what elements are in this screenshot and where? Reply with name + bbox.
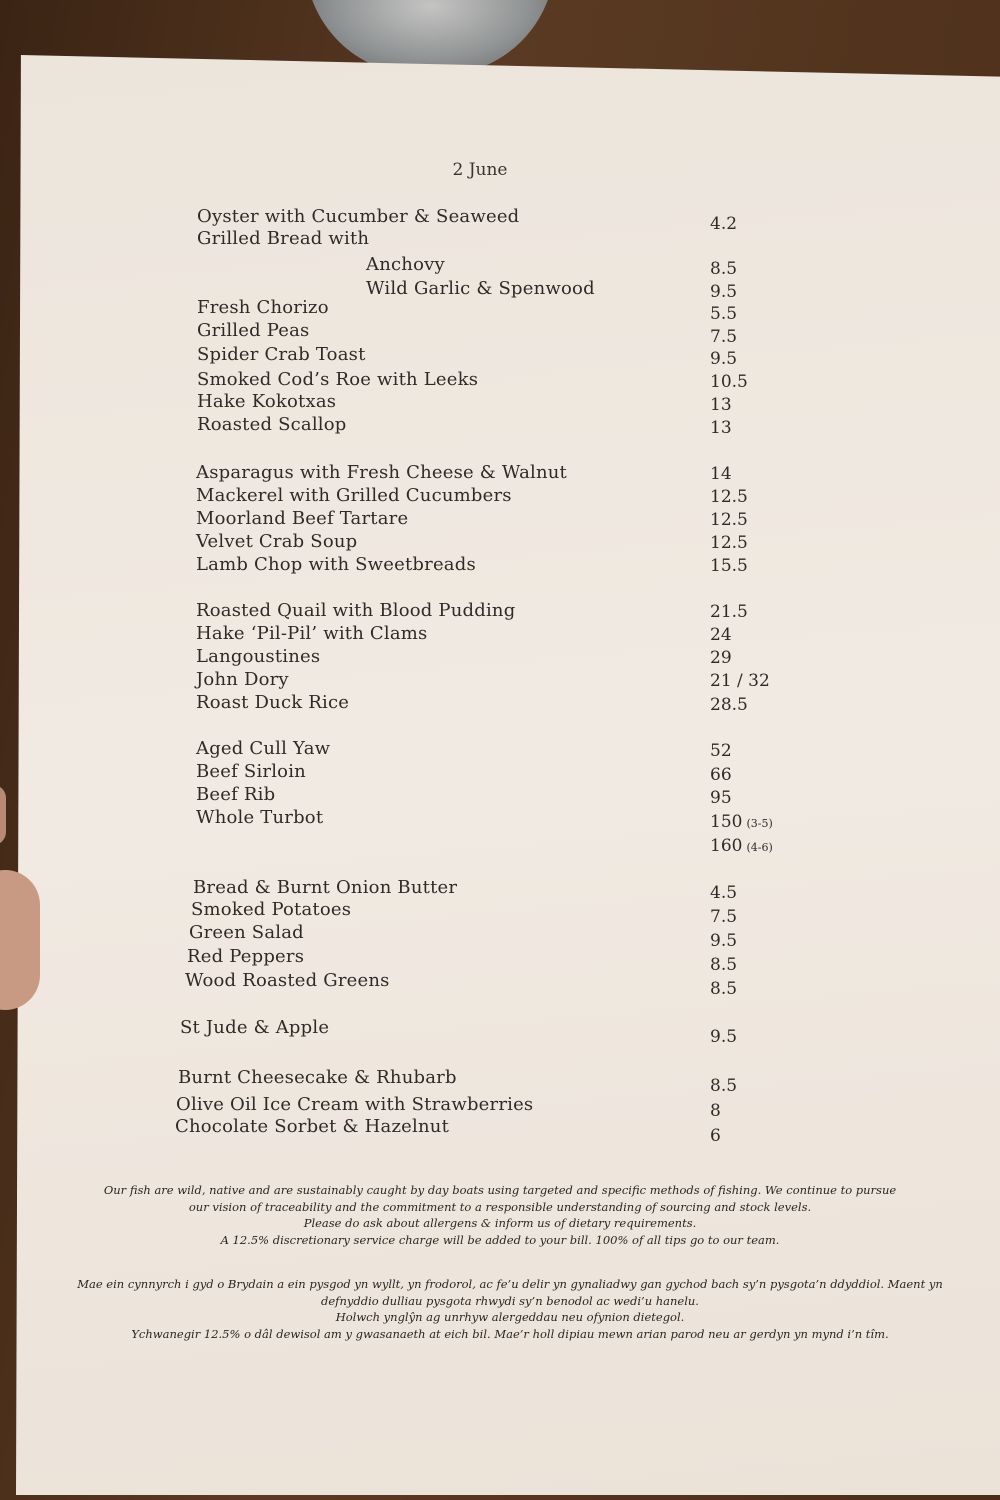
menu-price: 52 [710, 741, 732, 761]
footer-line: A 12.5% discretionary service charge will be added to your bill. 100% of all tips go to our team. [220, 1232, 780, 1247]
footer-line: our vision of traceability and the commitment to a responsible understanding of sourcing and stock levels. [188, 1199, 812, 1214]
menu-item: Wild Garlic & Spenwood [366, 278, 595, 299]
menu-item: Aged Cull Yaw [196, 738, 331, 759]
menu-item: Whole Turbot [196, 807, 324, 828]
menu-price: 28.5 [710, 695, 748, 715]
menu-item: Roast Duck Rice [196, 692, 350, 713]
menu-price: 7.5 [710, 327, 738, 347]
menu-price: 8 [710, 1101, 721, 1121]
menu-item: Grilled Bread with [197, 228, 370, 249]
menu-item: St Jude & Apple [180, 1017, 330, 1038]
menu-item: Fresh Chorizo [197, 297, 329, 318]
footer-english [60, 1182, 940, 1248]
footer-line: Holwch ynglŷn ag unrhyw alergeddau neu ofynion dietegol. [335, 1310, 685, 1324]
portion-note: (4-6) [746, 841, 773, 854]
menu-price: 6 [710, 1126, 721, 1146]
menu-item: Wood Roasted Greens [185, 970, 390, 991]
menu-item: Olive Oil Ice Cream with Strawberries [176, 1094, 534, 1115]
menu-item: Anchovy [366, 254, 445, 275]
menu-price: 8.5 [710, 955, 738, 975]
menu-price [710, 812, 773, 832]
menu-price: 4.5 [710, 883, 738, 903]
menu-item: Asparagus with Fresh Cheese & Walnut [196, 462, 567, 483]
portion-note: (3-5) [746, 817, 773, 830]
menu-price: 66 [710, 765, 732, 785]
menu-price: 12.5 [710, 533, 748, 553]
menu-price: 8.5 [710, 979, 738, 999]
finger-top [0, 785, 6, 845]
menu-item: Red Peppers [187, 946, 305, 967]
footer-welsh [70, 1276, 950, 1342]
footer-line: Our fish are wild, native and are sustainably caught by day boats using targeted and specific methods of fishing. We continue to pursue [103, 1183, 897, 1197]
footer-line: Ychwanegir 12.5% o dâl dewisol am y gwasanaeth at eich bil. Mae’r holl dipiau mewn arian parod neu ar gerdyn yn mynd i’n tîm. [131, 1326, 889, 1341]
menu-price: 13 [710, 395, 732, 415]
menu-price: 15.5 [710, 556, 748, 576]
price-value: 150 [710, 812, 743, 832]
menu-price: 9.5 [710, 931, 738, 951]
price-value: 160 [710, 836, 743, 856]
thumb [0, 870, 40, 1010]
menu-item: Smoked Potatoes [191, 899, 352, 920]
menu-price: 8.5 [710, 259, 738, 279]
menu-price: 7.5 [710, 907, 738, 927]
menu-price: 4.2 [710, 214, 738, 234]
menu-item: Moorland Beef Tartare [196, 508, 409, 529]
menu-item: Hake ‘Pil-Pil’ with Clams [196, 623, 428, 644]
menu-price: 24 [710, 625, 732, 645]
menu-price: 9.5 [710, 349, 738, 369]
menu-price: 29 [710, 648, 732, 668]
menu-price: 8.5 [710, 1076, 738, 1096]
menu-price: 5.5 [710, 304, 738, 324]
menu-item: Bread & Burnt Onion Butter [193, 877, 458, 898]
menu-item: Smoked Cod’s Roe with Leeks [197, 369, 479, 390]
menu-item: Mackerel with Grilled Cucumbers [196, 485, 512, 506]
menu-price: 95 [710, 788, 732, 808]
menu-item: Spider Crab Toast [197, 344, 366, 365]
menu-price: 21.5 [710, 602, 748, 622]
menu-item: Beef Sirloin [196, 761, 306, 782]
menu-item: Langoustines [196, 646, 321, 667]
menu-item: Oyster with Cucumber & Seaweed [197, 206, 520, 227]
menu-price [710, 836, 773, 856]
menu-item: Beef Rib [196, 784, 276, 805]
menu-item: Roasted Quail with Blood Pudding [196, 600, 516, 621]
menu-price: 14 [710, 464, 732, 484]
menu-item: Lamb Chop with Sweetbreads [196, 554, 476, 575]
footer-line: Please do ask about allergens & inform us of dietary requirements. [303, 1216, 697, 1230]
footer-line: defnyddio dulliau pysgota rhwydi sy’n benodol ac wedi’u hanelu. [321, 1293, 699, 1308]
menu-item: Burnt Cheesecake & Rhubarb [178, 1067, 457, 1088]
menu-price: 9.5 [710, 282, 738, 302]
menu-price: 21 / 32 [710, 671, 770, 691]
menu-item: Roasted Scallop [197, 414, 347, 435]
menu-item: Hake Kokotxas [197, 391, 337, 412]
menu-price: 12.5 [710, 510, 748, 530]
menu-item: Green Salad [189, 922, 304, 943]
menu-item: Chocolate Sorbet & Hazelnut [175, 1116, 450, 1137]
menu-item: Velvet Crab Soup [196, 531, 358, 552]
menu-price: 9.5 [710, 1027, 738, 1047]
menu-price: 12.5 [710, 487, 748, 507]
menu-item: Grilled Peas [197, 320, 310, 341]
menu-price: 10.5 [710, 372, 748, 392]
menu-price: 13 [710, 418, 732, 438]
menu-item: John Dory [196, 669, 289, 690]
footer-line: Mae ein cynnyrch i gyd o Brydain a ein pysgod yn wyllt, yn frodorol, ac fe’u delir yn gynaliadwy gan gychod bach sy’n pysgota’n ddyddiol. Maent yn [77, 1277, 943, 1291]
menu-date: 2 June [452, 160, 508, 180]
